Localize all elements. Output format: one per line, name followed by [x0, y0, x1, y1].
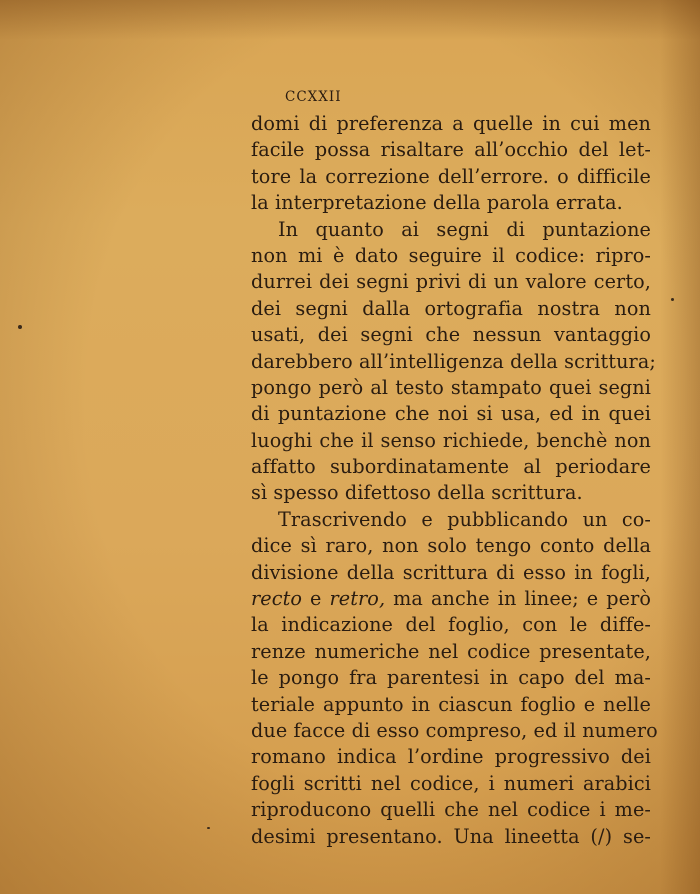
text-line: teriale appunto in ciascun foglio e nelle — [251, 692, 651, 716]
text-line: darebbero all’intelligenza della scrittura; — [251, 349, 656, 373]
text-line: fogli scritti nel codice, i numeri arabici — [251, 771, 651, 795]
page-number-header: CCXXII — [285, 89, 342, 105]
text-line: romano indica l’ordine progressivo dei — [251, 745, 651, 769]
text-line: la indicazione del foglio, con le diffe- — [251, 613, 651, 637]
text-line: renze numeriche nel codice presentate, — [251, 639, 651, 663]
text-line: facile possa risaltare all’occhio del let- — [251, 138, 651, 162]
text-line: tore la correzione dell’errore. o difficile — [251, 164, 651, 188]
text-line: luoghi che il senso richiede, benchè non — [251, 428, 651, 452]
text-line: durrei dei segni privi di un valore certo, — [251, 270, 651, 294]
text-line: non mi è dato seguire il codice: ripro- — [251, 243, 651, 267]
paper-speck — [207, 827, 210, 829]
text-line: le pongo fra parentesi in capo del ma- — [251, 666, 651, 690]
text-line: divisione della scrittura di esso in fogli, — [251, 560, 651, 584]
paper-speck — [18, 325, 22, 329]
text-line: Trascrivendo e pubblicando un co- — [278, 507, 651, 531]
page-top-shadow — [0, 0, 700, 40]
text-line: di puntazione che noi si usa, ed in quei — [251, 402, 651, 426]
body-text — [251, 111, 658, 850]
text-line: due facce di esso compreso, ed il numero — [251, 718, 658, 742]
text-line: dice sì raro, non solo tengo conto della — [251, 534, 651, 558]
text-line: riproducono quelli che nel codice i me- — [251, 798, 651, 822]
text-line: affatto subordinatamente al periodare — [251, 455, 651, 479]
text-line: In quanto ai segni di puntazione — [278, 217, 651, 241]
text-line: la interpretazione della parola errata. — [251, 191, 623, 215]
text-line: usati, dei segni che nessun vantaggio — [251, 323, 651, 347]
text-line: recto e retro, ma anche in linee; e però — [251, 587, 652, 611]
text-line: dei segni dalla ortografia nostra non — [251, 296, 651, 320]
text-line: domi di preferenza a quelle in cui men — [251, 112, 651, 135]
text-line: pongo però al testo stampato quei segni — [251, 375, 651, 399]
text-line: sì spesso difettoso della scrittura. — [251, 481, 583, 505]
text-line: desimi presentano. Una lineetta (/) se- — [251, 824, 651, 848]
paper-speck — [671, 298, 674, 301]
page-right-shadow — [660, 0, 700, 894]
